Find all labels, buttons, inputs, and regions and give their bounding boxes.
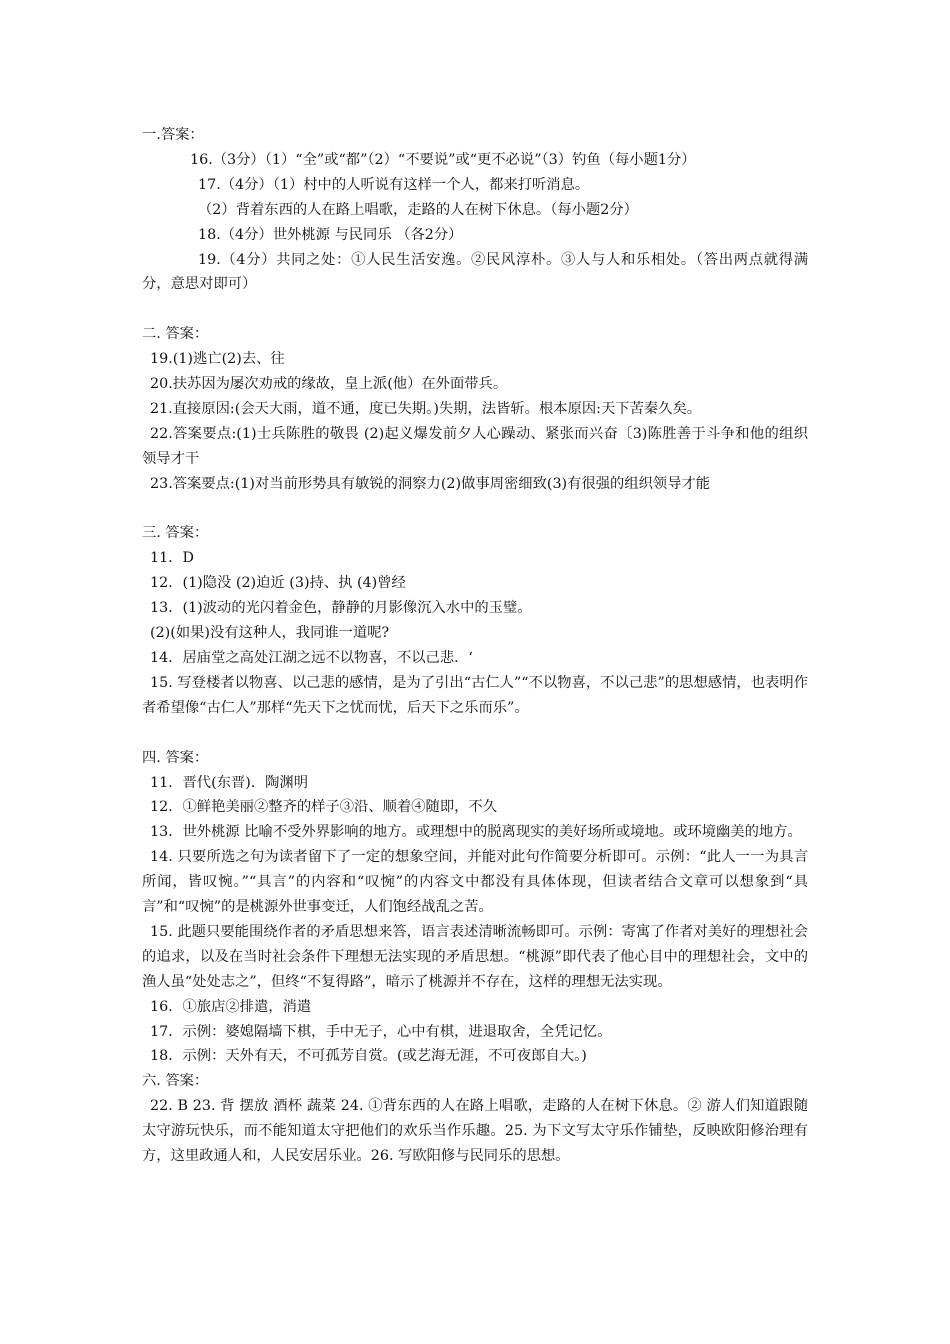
answer-line: 13．(1)波动的光闪着金色，静静的月影像沉入水中的玉璧。	[150, 600, 532, 617]
answer-line: 18.（4分）世外桃源 与民同乐 （各2分）	[198, 226, 463, 243]
answer-line: 21.直接原因:(会天大雨，道不通，度已失期。)失期，法皆斩。根本原因:天下苦秦久矣。	[150, 400, 702, 417]
answer-paragraph: 22. B 23. 背 摆放 酒杯 蔬菜 24. ①背东西的人在路上唱歌，走路的人在树下休息。② 游人们知道跟随太守游玩快乐，而不能知道太守把他们的欢乐当作乐趣。25. 为下文写太守乐作铺垫，反映欧阳修治理有方，这里政通人和，人民安居乐业。26. 写欧阳修与民同乐的思想。	[142, 1098, 808, 1165]
answer-line: 20.扶苏因为屡次劝戒的缘故，皇上派(他）在外面带兵。	[150, 376, 508, 393]
answer-line: 12．(1)隐没 (2)迫近 (3)持、执 (4)曾经	[150, 575, 406, 592]
section-3	[142, 521, 808, 720]
answer-paragraph: 22.答案要点:(1)士兵陈胜的敬畏 (2)起义爆发前夕人心躁动、紧张而兴奋〔3)陈胜善于斗争和他的组织领导才干	[142, 425, 808, 467]
answer-line: （2）背着东西的人在路上唱歌，走路的人在树下休息。（每小题2分）	[198, 201, 638, 218]
answer-key-body	[142, 123, 808, 1169]
section-1	[142, 123, 808, 297]
answer-line: 17.（4分）（1）村中的人听说有这样一个人，都来打听消息。	[198, 176, 590, 193]
answer-line: 14．居庙堂之高处江湖之远不以物喜，不以己悲．‘	[150, 650, 473, 666]
section-6	[142, 1069, 808, 1169]
answer-line: 16.（3分）（1）“全”或“都”（2）“不要说”或“更不必说”（3）钓鱼（每小题1分）	[190, 151, 696, 168]
section-heading: 四. 答案：	[142, 749, 209, 766]
answer-line: (2)(如果)没有这种人，我同谁一道呢?	[150, 625, 390, 642]
section-heading: 三. 答案：	[142, 525, 209, 542]
answer-paragraph: 13．世外桃源 比喻不受外界影响的地方。或理想中的脱离现实的美好场所或境地。或环境幽美的地方。	[150, 824, 802, 841]
answer-paragraph: 14. 只要所选之句为读者留下了一定的想象空间，并能对此句作简要分析即可。示例：“此人一一为具言所闻，皆叹惋。”“具言”的内容和“叹惋”的内容文中都没有具体体现，但读者结合文章可以想象到“具言”和“叹惋”的是桃源外世事变迁，人们饱经战乱之苦。	[142, 849, 808, 916]
answer-line: 11．D	[150, 550, 194, 567]
answer-line: 23.答案要点:(1)对当前形势具有敏锐的洞察力(2)做事周密细致(3)有很强的组织领导才能	[150, 475, 711, 492]
section-heading: 一.答案：	[142, 127, 204, 143]
section-heading: 二. 答案：	[142, 326, 209, 343]
answer-line: 12．①鲜艳美丽②整齐的样子③沿、顺着④随即，不久	[150, 799, 498, 816]
answer-line: 19.(1)逃亡(2)去、往	[150, 351, 285, 368]
answer-line: 11．晋代(东晋)．陶渊明	[150, 774, 309, 791]
answer-line: 18．示例：天外有天，不可孤芳自赏。(或艺海无涯，不可夜郎自大。)	[150, 1048, 587, 1065]
section-2	[142, 322, 808, 496]
answer-line: 17．示例：婆媳隔墙下棋，手中无子，心中有棋，进退取舍，全凭记忆。	[150, 1023, 612, 1040]
answer-paragraph: 15. 写登楼者以物喜、以己悲的感情，是为了引出“古仁人”“不以物喜，不以己悲”的思想感情，也表明作者希望像“古仁人”那样“先天下之忧而忧，后天下之乐而乐”。	[142, 674, 808, 716]
answer-paragraph: 15. 此题只要能围绕作者的矛盾思想来答，语言表述清晰流畅即可。示例：寄寓了作者对美好的理想社会的追求，以及在当时社会条件下理想无法实现的矛盾思想。“桃源”即代表了他心目中的理想社会，文中的渔人虽“处处志之”，但终“不复得路”，暗示了桃源并不存在，这样的理想无法实现。	[142, 923, 808, 990]
section-heading: 六. 答案：	[142, 1073, 209, 1090]
section-4	[142, 746, 808, 1070]
answer-paragraph: 19.（4分）共同之处：①人民生活安逸。②民风淳朴。③人与人和乐相处。（答出两点就得满分，意思对即可）	[142, 251, 808, 293]
answer-line: 16．①旅店②排遣，消遣	[150, 998, 312, 1015]
